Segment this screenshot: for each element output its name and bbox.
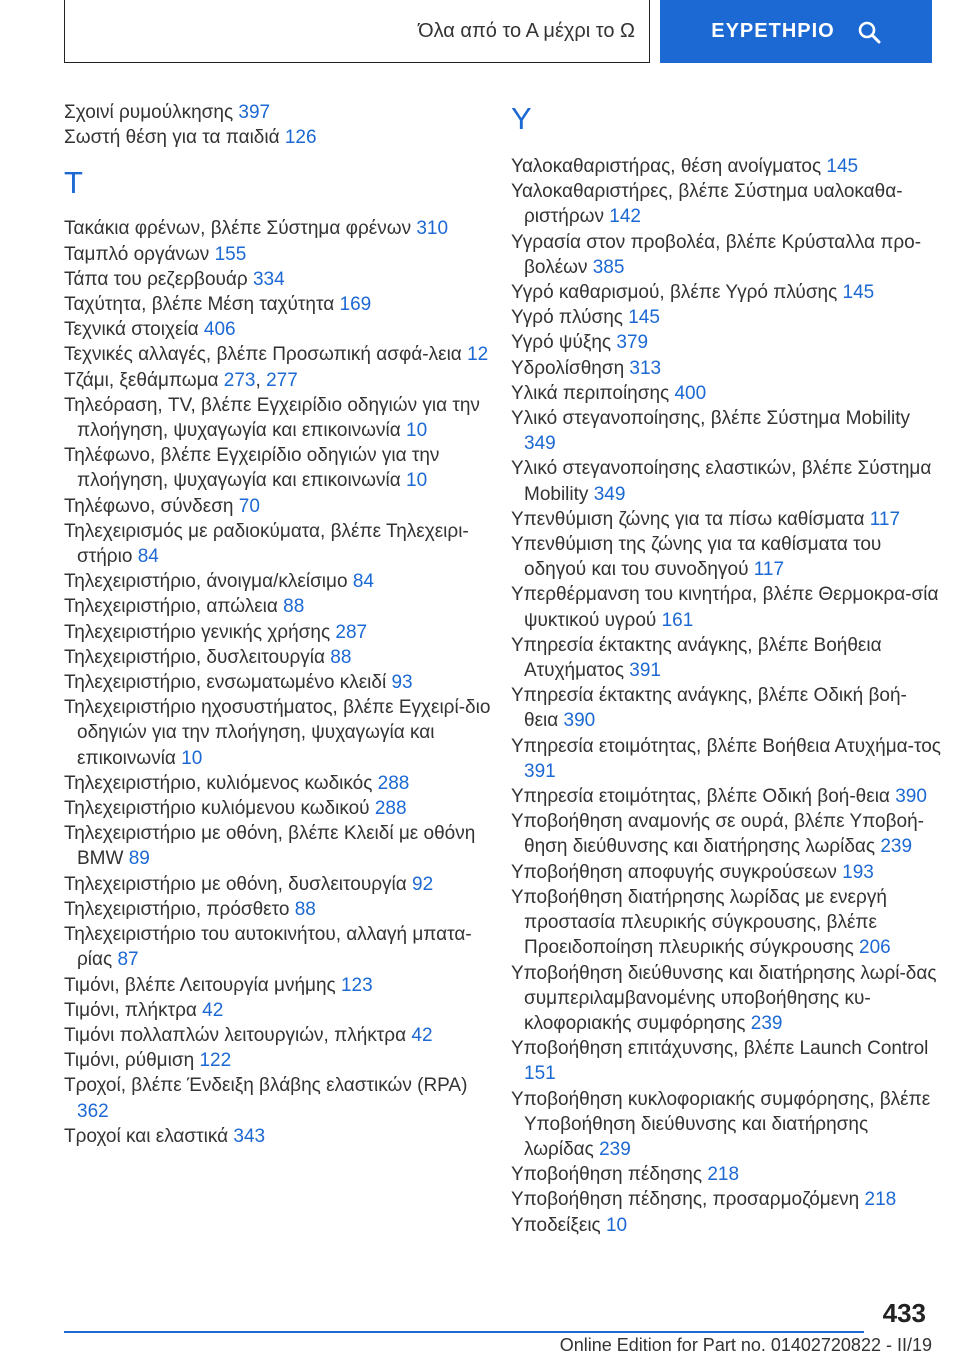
index-entry bbox=[511, 1187, 941, 1212]
index-entry-text: Υποβοήθηση επιτάχυνσης, βλέπε Launch Control bbox=[511, 1038, 929, 1060]
page-link[interactable]: 273 bbox=[223, 369, 256, 391]
page-link[interactable]: 10 bbox=[406, 420, 428, 442]
index-column-right bbox=[511, 100, 941, 1238]
index-entry-text: Σχοινί ρυμούλκησης bbox=[64, 102, 234, 123]
index-entry bbox=[64, 645, 494, 670]
index-entry-text: Τηλεχειριστήριο, απώλεια bbox=[64, 596, 278, 618]
index-entry bbox=[64, 1124, 494, 1149]
index-entry-text: Τηλεχειριστήριο, κυλιόμενος κωδικός bbox=[64, 772, 373, 794]
index-entry-text: Υλικό στεγανοποίησης ελαστικών, βλέπε Σύστημα Mobility bbox=[511, 458, 932, 505]
index-entry bbox=[511, 1162, 941, 1187]
index-entry-text: Τιμόνι, πλήκτρα bbox=[64, 999, 197, 1021]
index-entry-text: Τηλεχειριστήριο με οθόνη, δυσλειτουργία bbox=[64, 873, 407, 895]
nav-tab-label: Όλα από το Α μέχρι το Ω bbox=[418, 19, 635, 42]
index-entry-text: Τηλεχειριστήριο, άνοιγμα/κλείσιμο bbox=[64, 571, 348, 593]
nav-tab-a-to-z[interactable] bbox=[64, 0, 650, 63]
page-link[interactable]: 88 bbox=[294, 898, 316, 920]
index-entry-text: Τροχοί και ελαστικά bbox=[64, 1125, 229, 1147]
index-entry-text: Τιμόνι πολλαπλών λειτουργιών, πλήκτρα bbox=[64, 1024, 407, 1046]
page-link[interactable]: 379 bbox=[616, 332, 649, 354]
page-link[interactable]: 88 bbox=[330, 646, 352, 668]
index-entry bbox=[511, 633, 941, 683]
index-entry-text: Υλικά περιποίησης bbox=[511, 382, 670, 404]
footer-divider bbox=[64, 1331, 864, 1333]
header-tabbar bbox=[64, 0, 932, 63]
page-link[interactable]: 406 bbox=[203, 319, 236, 341]
page-link[interactable]: 218 bbox=[707, 1164, 740, 1186]
index-entry-text: Υαλοκαθαριστήρας, θέση ανοίγματος bbox=[511, 156, 822, 177]
index-entry bbox=[64, 821, 494, 871]
page-link[interactable]: 10 bbox=[181, 747, 203, 769]
index-entry-text: Υπηρεσία έκτακτης ανάγκης, βλέπε Βοήθεια Ατυχήματος bbox=[511, 634, 882, 682]
index-entry-text: Υποδείξεις bbox=[511, 1214, 601, 1236]
page-link[interactable]: 92 bbox=[412, 873, 434, 895]
index-entry-text: Υπηρεσία έκτακτης ανάγκης, βλέπε Οδική βοή-θεια bbox=[511, 685, 907, 732]
index-entry bbox=[511, 683, 941, 733]
index-entry bbox=[64, 342, 494, 367]
index-entry-text: Υγρό καθαρισμού, βλέπε Υγρό πλύσης bbox=[511, 282, 838, 304]
index-entry-text: Υποβοήθηση διεύθυνσης και διατήρησης λωρί-δας συμπεριλαμβανομένης υποβοήθησης κυ-κλοφοριακής συμφόρησης bbox=[511, 962, 937, 1034]
index-entry-text: Τακάκια φρένων, βλέπε Σύστημα φρένων bbox=[64, 218, 412, 240]
index-entry-text: Υπενθύμιση της ζώνης για τα καθίσματα του οδηγού και του συνοδηγού bbox=[511, 534, 882, 581]
index-entry bbox=[64, 100, 494, 125]
page-link[interactable]: 10 bbox=[406, 470, 428, 492]
page-link[interactable]: 343 bbox=[233, 1125, 266, 1147]
page-link[interactable]: 400 bbox=[674, 382, 707, 404]
index-entry-text: Υλικό στεγανοποίησης, βλέπε Σύστημα Mobility bbox=[511, 408, 910, 430]
index-tab-label: ΕΥΡΕΤΗΡΙΟ bbox=[711, 20, 835, 42]
index-entry-text: Τηλέφωνο, βλέπε Εγχειρίδιο οδηγιών για την πλοήγηση, ψυχαγωγία και επικοινωνία bbox=[64, 445, 440, 492]
index-entry bbox=[511, 406, 941, 456]
page-link[interactable]: 390 bbox=[563, 710, 596, 732]
index-entry bbox=[64, 1048, 494, 1073]
page-link[interactable]: 161 bbox=[661, 609, 694, 631]
page-link[interactable]: 334 bbox=[252, 268, 285, 290]
index-entry bbox=[511, 582, 941, 632]
page-link[interactable]: 310 bbox=[416, 218, 449, 240]
index-entry bbox=[64, 973, 494, 998]
index-entry bbox=[64, 594, 494, 619]
index-entry-text: Τεχνικές αλλαγές, βλέπε Προσωπική ασφά-λεια bbox=[64, 344, 462, 366]
index-letter-heading: Υ bbox=[511, 101, 532, 136]
page-link[interactable]: 239 bbox=[599, 1138, 631, 1160]
index-entry-text: Σωστή θέση για τα παιδιά bbox=[64, 127, 280, 149]
index-entry-text: Υδρολίσθηση bbox=[511, 357, 625, 379]
index-entry-text: Τηλεχειριστήριο, δυσλειτουργία bbox=[64, 646, 325, 668]
page-link[interactable]: 390 bbox=[895, 786, 927, 808]
index-entry-text: Υποβοήθηση κυκλοφοριακής συμφόρησης, βλέπε Υποβοήθηση διεύθυνσης και διατήρησης λωρίδας bbox=[511, 1088, 931, 1160]
index-entry-text: Τηλέφωνο, σύνδεση bbox=[64, 495, 234, 517]
page-link[interactable]: 218 bbox=[864, 1189, 897, 1211]
page-link[interactable]: 145 bbox=[842, 282, 875, 304]
index-entry bbox=[511, 1036, 941, 1086]
index-entry bbox=[64, 1023, 494, 1048]
index-entry bbox=[64, 519, 494, 569]
page-link[interactable]: 391 bbox=[629, 660, 661, 682]
page-link[interactable]: 288 bbox=[374, 798, 407, 820]
page-link[interactable]: 169 bbox=[339, 294, 372, 316]
page-link[interactable]: 93 bbox=[391, 672, 413, 694]
index-entry-text: Υγρασία στον προβολέα, βλέπε Κρύσταλλα προ-βολέων bbox=[511, 231, 922, 278]
index-entry bbox=[511, 784, 941, 809]
page-link[interactable]: 239 bbox=[880, 836, 913, 858]
page-link[interactable]: 88 bbox=[283, 596, 305, 618]
index-entry-text: Υπενθύμιση ζώνης για τα πίσω καθίσματα bbox=[511, 508, 865, 530]
index-entry bbox=[64, 922, 494, 972]
index-entry-text: Υπηρεσία ετοιμότητας, βλέπε Οδική βοή-θεια bbox=[511, 786, 890, 808]
index-entry bbox=[64, 292, 494, 317]
page-link[interactable]: 126 bbox=[284, 127, 317, 149]
index-entry-text: Υποβοήθηση πέδησης, προσαρμοζόμενη bbox=[511, 1189, 860, 1211]
page-link[interactable]: 142 bbox=[609, 206, 641, 228]
index-entry bbox=[511, 456, 941, 506]
index-entry-text: Τιμόνι, ρύθμιση bbox=[64, 1050, 195, 1072]
page-link[interactable]: 10 bbox=[605, 1214, 628, 1236]
index-entry bbox=[64, 872, 494, 897]
index-entry bbox=[511, 734, 941, 784]
page-link[interactable]: 277 bbox=[266, 369, 298, 391]
page-link[interactable]: 87 bbox=[117, 949, 139, 971]
index-entry bbox=[64, 998, 494, 1023]
page-link[interactable]: 123 bbox=[340, 974, 373, 996]
index-entry bbox=[64, 897, 494, 922]
index-entry bbox=[511, 860, 941, 885]
index-entry-text: Τιμόνι, βλέπε Λειτουργία μνήμης bbox=[64, 974, 336, 996]
index-entry bbox=[511, 1213, 941, 1238]
index-entry-text: Υποβοήθηση αναμονής σε ουρά, βλέπε Υποβοή-θηση διεύθυνσης και διατήρησης λωρίδας bbox=[511, 811, 924, 858]
index-entry bbox=[64, 1073, 494, 1123]
index-entry bbox=[511, 809, 941, 859]
index-entry bbox=[64, 620, 494, 645]
index-entry-text: Τηλεχειριστήριο ηχοσυστήματος, βλέπε Εγχειρί-διο οδηγιών για την πλοήγηση, ψυχαγωγία και επικοινωνία bbox=[64, 697, 491, 769]
page-link[interactable]: 12 bbox=[467, 344, 489, 366]
page-link[interactable]: 155 bbox=[214, 243, 247, 265]
page-number: 433 bbox=[882, 1298, 926, 1328]
page-link[interactable]: 206 bbox=[859, 937, 891, 959]
index-column-left bbox=[64, 100, 494, 1149]
index-entry bbox=[511, 179, 941, 229]
index-entry bbox=[64, 317, 494, 342]
page-link[interactable]: 193 bbox=[842, 861, 874, 883]
page-link[interactable]: 151 bbox=[524, 1063, 556, 1085]
index-entry bbox=[64, 216, 494, 241]
index-entry-text: Τζάμι, ξεθάμπωμα bbox=[64, 369, 219, 391]
page-link[interactable]: 145 bbox=[628, 307, 660, 329]
page-link[interactable]: 42 bbox=[202, 999, 224, 1021]
index-entry bbox=[64, 242, 494, 267]
index-entry-text: Υπηρεσία ετοιμότητας, βλέπε Βοήθεια Ατυχήμα-τος bbox=[511, 735, 941, 757]
index-entry bbox=[64, 771, 494, 796]
page-link[interactable]: 391 bbox=[524, 760, 556, 782]
index-entry bbox=[511, 230, 941, 280]
index-entry bbox=[64, 569, 494, 594]
index-entry-text: Τηλεχειριστήριο με οθόνη, βλέπε Κλειδί με οθόνη BMW bbox=[64, 823, 476, 870]
edition-footer: Online Edition for Part no. 01402720822 - II/19 bbox=[559, 1335, 932, 1355]
index-entry: Τζάμι, ξεθάμπωμα 273, 277 bbox=[64, 369, 298, 391]
index-entry-text: Τηλεχειριστήριο κυλιόμενου κωδικού bbox=[64, 798, 370, 820]
index-entry-text: Υπερθέρμανση του κινητήρα, βλέπε Θερμοκρα-σία ψυκτικού υγρού bbox=[511, 584, 939, 631]
index-entry bbox=[511, 154, 941, 179]
index-entry-text: Υποβοήθηση διατήρησης λωρίδας με ενεργή προστασία πλευρικής σύγκρουσης, βλέπε Προειδοποίηση πλευρικής σύγκρουσης bbox=[511, 886, 887, 959]
index-entry bbox=[511, 961, 941, 1037]
index-entry-text: Τηλεχειριστήριο, ενσωματωμένο κλειδί bbox=[64, 672, 387, 694]
page-link[interactable]: 397 bbox=[238, 102, 271, 123]
index-entry-text: Τηλεχειριστήριο του αυτοκινήτου, αλλαγή μπατα-ρίας bbox=[64, 924, 472, 971]
index-letter-heading: Τ bbox=[64, 165, 83, 201]
page-link[interactable]: 349 bbox=[524, 433, 556, 455]
page-link[interactable]: 89 bbox=[128, 848, 150, 870]
index-entry-text: Υαλοκαθαριστήρες, βλέπε Σύστημα υαλοκαθα-ριστήρων bbox=[511, 181, 903, 228]
page-link[interactable]: 288 bbox=[377, 772, 410, 794]
page-link[interactable]: 117 bbox=[869, 508, 901, 530]
index-entry-text: Τηλεχειριστήριο γενικής χρήσης bbox=[64, 621, 331, 643]
index-entry-text: Τηλεχειριστήριο, πρόσθετο bbox=[64, 898, 290, 920]
index-entry bbox=[511, 507, 941, 532]
page-link[interactable]: 117 bbox=[753, 559, 785, 581]
page-link[interactable]: 313 bbox=[629, 357, 662, 379]
page-link[interactable]: 42 bbox=[411, 1024, 433, 1046]
index-entry bbox=[511, 885, 941, 961]
page-link[interactable]: 239 bbox=[750, 1012, 783, 1034]
page-link[interactable]: 84 bbox=[352, 571, 374, 593]
index-entry bbox=[64, 670, 494, 695]
index-entry bbox=[511, 330, 941, 355]
page-link[interactable]: 84 bbox=[137, 546, 159, 568]
page-link[interactable]: 362 bbox=[77, 1100, 109, 1122]
page-link[interactable]: 122 bbox=[199, 1050, 232, 1072]
page-link[interactable]: 385 bbox=[592, 256, 625, 278]
index-entry-text: Υποβοήθηση πέδησης bbox=[511, 1164, 703, 1186]
index-entry bbox=[511, 1087, 941, 1163]
index-entry bbox=[511, 305, 941, 330]
index-entry-text: Υγρό ψύξης bbox=[511, 332, 612, 354]
page-link[interactable]: 287 bbox=[335, 621, 368, 643]
index-entry bbox=[64, 443, 494, 493]
index-entry bbox=[511, 280, 941, 305]
index-entry-text: Τροχοί, βλέπε Ένδειξη βλάβης ελαστικών (RPA) bbox=[64, 1075, 468, 1097]
index-entry bbox=[64, 125, 494, 150]
index-entry bbox=[511, 356, 941, 381]
index-entry bbox=[511, 381, 941, 406]
index-entry-text: Υποβοήθηση αποφυγής συγκρούσεων bbox=[511, 861, 837, 883]
index-entry bbox=[511, 532, 941, 582]
page-link[interactable]: 349 bbox=[593, 483, 626, 505]
index-entry bbox=[64, 494, 494, 519]
index-entry bbox=[64, 393, 494, 443]
search-icon[interactable] bbox=[857, 20, 881, 44]
index-entry bbox=[64, 695, 494, 771]
page-link[interactable]: 145 bbox=[826, 156, 859, 177]
index-entry bbox=[64, 267, 494, 292]
index-entry-text: Υγρό πλύσης bbox=[511, 307, 623, 329]
index-entry-text: Ταχύτητα, βλέπε Μέση ταχύτητα bbox=[64, 294, 335, 316]
index-entry-text: Ταμπλό οργάνων bbox=[64, 243, 210, 265]
index-entry-text: Τάπα του ρεζερβουάρ bbox=[64, 268, 248, 290]
index-entry-text: Τηλεχειρισμός με ραδιοκύματα, βλέπε Τηλεχειρι-στήριο bbox=[64, 520, 469, 568]
page-link[interactable]: 70 bbox=[238, 495, 260, 517]
index-entry-text: Τεχνικά στοιχεία bbox=[64, 319, 199, 341]
index-tab[interactable] bbox=[660, 0, 932, 63]
index-entry-text: Τηλεόραση, TV, βλέπε Εγχειρίδιο οδηγιών για την πλοήγηση, ψυχαγωγία και επικοινωνία bbox=[64, 394, 480, 442]
index-entry bbox=[64, 796, 494, 821]
